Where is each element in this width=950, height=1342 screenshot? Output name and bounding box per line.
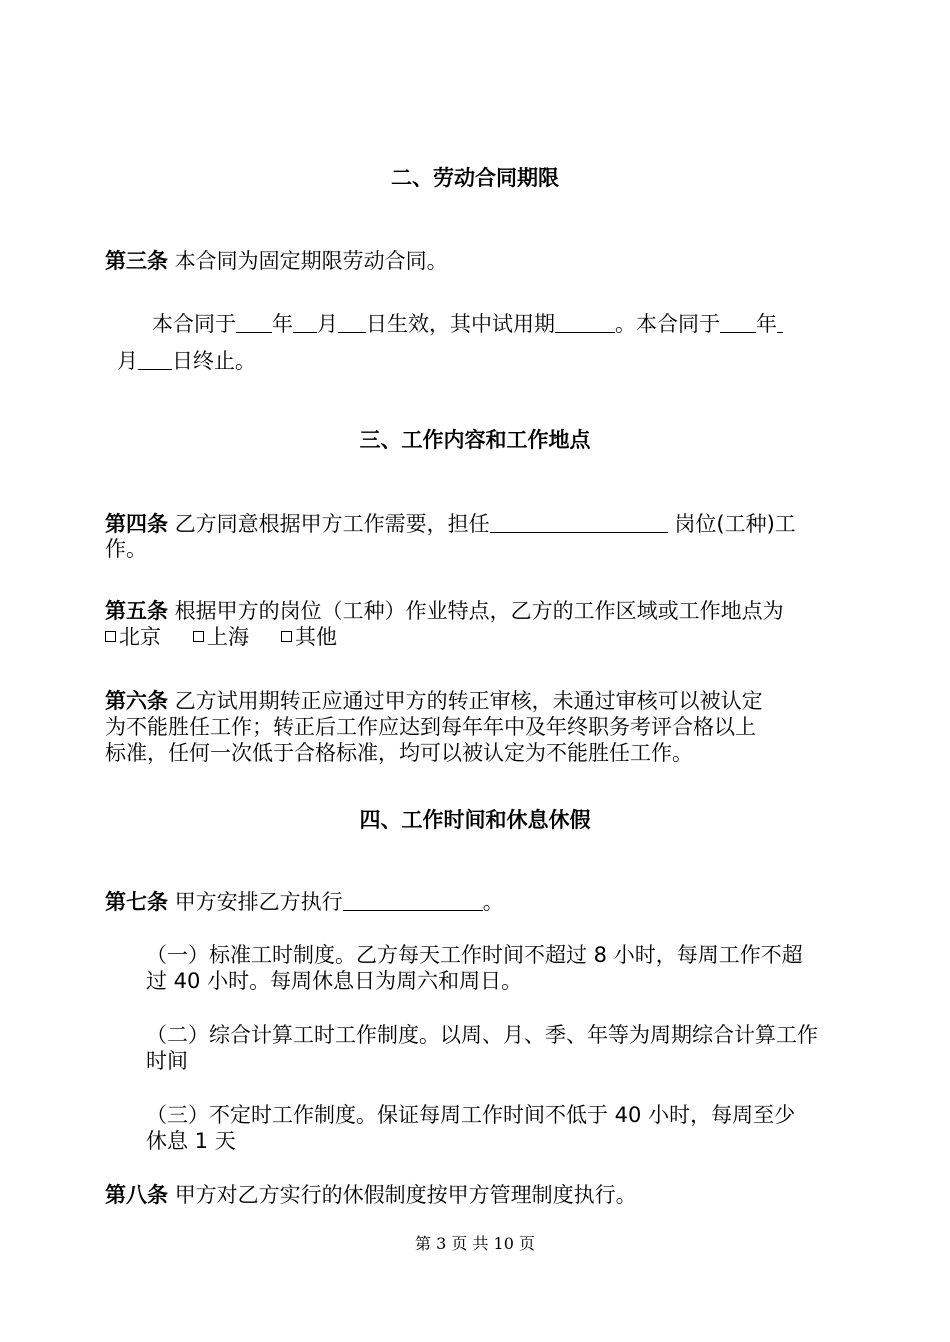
position-blank — [490, 510, 668, 533]
term-text: 月 — [117, 349, 138, 373]
term-text: 年 — [272, 312, 293, 336]
checkbox-icon[interactable] — [281, 631, 292, 642]
article-6-label: 第六条 — [105, 689, 168, 713]
item-2-line-1: （二）综合计算工时工作制度。以周、月、季、年等为周期综合计算工作 — [146, 1023, 818, 1047]
term-text: 。本合同于 — [615, 312, 720, 336]
article-8-label: 第八条 — [105, 1183, 168, 1207]
section-heading-working-hours: 四、工作时间和休息休假 — [359, 808, 591, 832]
article-3 — [105, 248, 448, 274]
article-6-line-3: 标准，任何一次低于合格标准，均可以被认定为不能胜任工作。 — [105, 741, 693, 765]
article-3-label: 第三条 — [105, 249, 168, 273]
article-4 — [105, 510, 796, 537]
section-heading-contract-term: 二、劳动合同期限 — [391, 166, 559, 190]
checkbox-icon[interactable] — [193, 631, 204, 642]
location-option-other[interactable] — [281, 625, 337, 649]
end-day-blank — [138, 347, 172, 370]
probation-period-blank — [555, 310, 615, 333]
article-3-text: 本合同为固定期限劳动合同。 — [174, 249, 448, 273]
contract-term-line-2 — [117, 347, 256, 374]
term-text: 月 — [317, 312, 338, 336]
location-option-shanghai[interactable] — [193, 625, 249, 649]
term-text: 年 — [756, 312, 777, 336]
article-7-text: 甲方安排乙方执行 — [174, 890, 343, 914]
article-6-line-1 — [105, 688, 763, 714]
option-label: 上海 — [207, 625, 249, 649]
option-label: 其他 — [295, 625, 337, 649]
article-4-label: 第四条 — [105, 512, 168, 536]
article-4-text: 岗位(工种)工 — [674, 512, 796, 536]
item-1-line-2: 过 40 小时。每周休息日为周六和周日。 — [146, 969, 523, 993]
start-month-blank — [293, 310, 317, 333]
article-4-cont: 作。 — [105, 537, 147, 561]
end-year-blank — [720, 310, 756, 333]
work-location-options — [105, 624, 337, 650]
end-month-blank-start — [777, 310, 783, 333]
article-7 — [105, 888, 504, 915]
section-heading-work-content: 三、工作内容和工作地点 — [359, 428, 591, 452]
term-text: 本合同于 — [152, 312, 236, 336]
checkbox-icon[interactable] — [105, 631, 116, 642]
work-hour-system-blank — [343, 888, 483, 911]
article-6-text: 乙方试用期转正应通过甲方的转正审核，未通过审核可以被认定 — [174, 689, 763, 713]
item-3-line-2: 休息 1 天 — [146, 1129, 236, 1153]
article-5-label: 第五条 — [105, 599, 168, 623]
article-5 — [105, 598, 784, 624]
contract-term-line-1 — [152, 310, 783, 337]
article-7-label: 第七条 — [105, 890, 168, 914]
page-number-footer: 第 3 页 共 10 页 — [415, 1234, 535, 1253]
item-1-line-1: （一）标准工时制度。乙方每天工作时间不超过 8 小时，每周工作不超 — [146, 943, 803, 967]
article-6-line-2: 为不能胜任工作；转正后工作应达到每年年中及年终职务考评合格以上 — [105, 715, 756, 739]
article-8 — [105, 1182, 637, 1208]
term-text: 日终止。 — [172, 349, 256, 373]
item-3-line-1: （三）不定时工作制度。保证每周工作时间不低于 40 小时，每周至少 — [146, 1103, 796, 1127]
start-day-blank — [338, 310, 366, 333]
item-2-line-2: 时间 — [146, 1049, 188, 1073]
start-year-blank — [236, 310, 272, 333]
location-option-beijing[interactable] — [105, 625, 161, 649]
option-label: 北京 — [119, 625, 161, 649]
article-7-text: 。 — [482, 890, 504, 914]
article-8-text: 甲方对乙方实行的休假制度按甲方管理制度执行。 — [174, 1183, 637, 1207]
term-text: 日生效，其中试用期 — [366, 312, 555, 336]
article-4-text: 乙方同意根据甲方工作需要，担任 — [174, 512, 490, 536]
article-5-text: 根据甲方的岗位（工种）作业特点，乙方的工作区域或工作地点为 — [174, 599, 784, 623]
